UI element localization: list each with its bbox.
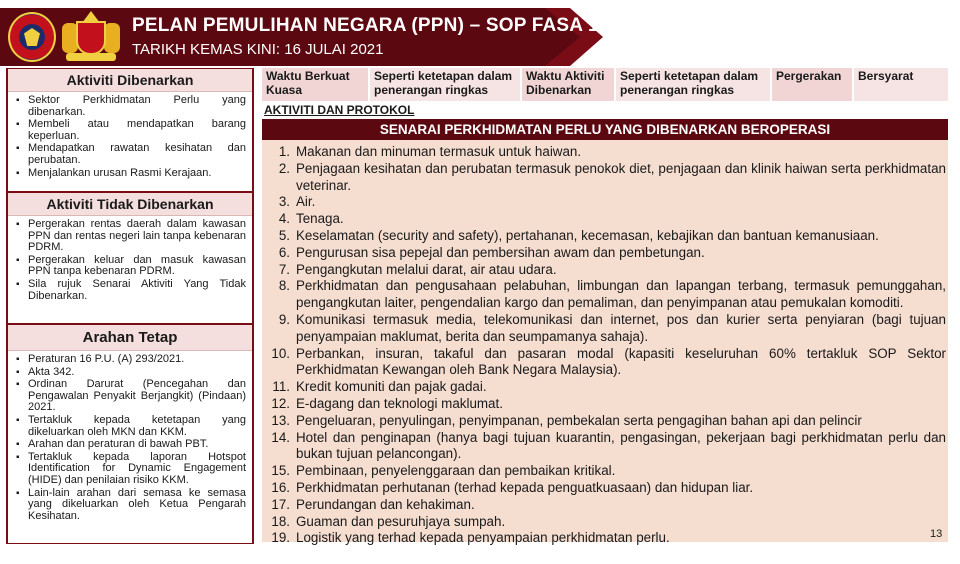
allowed-activities-heading: Aktiviti Dibenarkan [8, 69, 252, 92]
list-item-number: 12. [271, 395, 290, 411]
list-item-number: 19. [271, 530, 290, 546]
list-item-text: Air. [296, 194, 316, 210]
list-item-text: Pengurusan sisa pepejal dan pembersihan awam dan pembetungan. [296, 244, 705, 260]
list-item [268, 245, 948, 262]
not-allowed-activities-list [8, 216, 252, 305]
list-item: ▪ Pergerakan keluar dan masuk kawasan PPN tanpa kebenaran PDRM. [16, 255, 246, 278]
agency-logo [8, 12, 56, 62]
services-list [262, 140, 948, 547]
list-item [268, 379, 948, 396]
list-item-number: 3. [278, 194, 290, 210]
info-cell-value: Seperti ketetapan dalam penerangan ringkas [616, 68, 772, 101]
list-item-number: 8. [278, 278, 290, 294]
list-item-number: 1. [278, 144, 290, 159]
list-item: ▪ Sektor Perkhidmatan Perlu yang dibenarkan. [16, 95, 246, 118]
list-item-text: E-dagang dan teknologi maklumat. [296, 395, 503, 411]
list-item-number: 18. [271, 513, 290, 529]
standing-orders-list [8, 351, 252, 525]
page-title: PELAN PEMULIHAN NEGARA (PPN) – SOP FASA 1 [132, 15, 599, 36]
list-item-number: 16. [271, 479, 290, 495]
list-item-text: Pengangkutan melalui darat, air atau udara. [296, 261, 557, 277]
list-item-number: 9. [278, 311, 290, 327]
coat-of-arms-logo [60, 11, 122, 63]
list-item-text: Perkhidmatan dan pengusahaan pelabuhan, limbungan dan lapangan terbang, termasuk pemunggahan, pengangkutan laiter, pengendalian kargo dan pemaliman, dan penyimpanan atau pemukalan komoditi. [296, 278, 946, 311]
list-item: ▪ Lain-lain arahan dari semasa ke semasa yang dikeluarkan oleh Ketua Pengarah Kesihatan. [16, 488, 246, 523]
list-item [268, 144, 948, 161]
agency-logo-emblem [24, 28, 40, 46]
list-item: ▪ Akta 342. [16, 367, 246, 379]
list-item [268, 463, 948, 480]
list-item: ▪ Tertakluk kepada ketetapan yang dikeluarkan oleh MKN dan KKM. [16, 415, 246, 438]
list-item [268, 430, 948, 464]
not-allowed-activities-box [6, 192, 254, 324]
list-item-text: Makanan dan minuman termasuk untuk haiwan. [296, 144, 582, 159]
header [0, 8, 960, 66]
list-item [268, 278, 948, 312]
list-item: ▪ Pergerakan rentas daerah dalam kawasan PPN dan rentas negeri lain tanpa kebenaran PDRM. [16, 219, 246, 254]
coat-of-arms-crest [82, 11, 100, 23]
services-heading: SENARAI PERKHIDMATAN PERLU YANG DIBENARKAN BEROPERASI [262, 119, 948, 140]
info-strip [262, 68, 948, 101]
list-item-text: Komunikasi termasuk media, telekomunikasi dan internet, pos dan kurier serta penyiaran (bagi tujuan penyampaian maklumat, berita dan seumpamanya sahaja). [296, 311, 946, 344]
section-label: AKTIVITI DAN PROTOKOL [264, 103, 415, 117]
list-item: ▪ Arahan dan peraturan di bawah PBT. [16, 439, 246, 451]
info-cell-key: Waktu Berkuat Kuasa [262, 68, 370, 101]
info-cell-value: Bersyarat [854, 68, 948, 101]
not-allowed-activities-heading: Aktiviti Tidak Dibenarkan [8, 193, 252, 216]
list-item [268, 530, 948, 547]
list-item: ▪ Tertakluk kepada laporan Hotspot Identification for Dynamic Engagement (HIDE) dan penilaian risiko KKM. [16, 452, 246, 487]
list-item: ▪ Sila rujuk Senarai Aktiviti Yang Tidak Dibenarkan. [16, 279, 246, 302]
list-item-text: Tenaga. [296, 211, 344, 227]
allowed-activities-box [6, 68, 254, 192]
left-column [6, 68, 254, 544]
services-panel [262, 140, 948, 546]
list-item-number: 4. [278, 211, 290, 227]
list-item [268, 480, 948, 497]
list-item-text: Keselamatan (security and safety), pertahanan, kecemasan, kebajikan dan bantuan kemanusiaan. [296, 227, 879, 243]
standing-orders-box [6, 324, 254, 544]
list-item [268, 514, 948, 531]
list-item-text: Pembinaan, penyelenggaraan dan pembaikan kritikal. [296, 463, 616, 479]
list-item-number: 6. [278, 244, 290, 260]
standing-orders-heading: Arahan Tetap [8, 325, 252, 351]
coat-of-arms-shield [76, 21, 106, 55]
list-item: ▪ Mendapatkan rawatan kesihatan dan perubatan. [16, 143, 246, 166]
list-item-number: 15. [271, 463, 290, 479]
list-item [268, 211, 948, 228]
list-item-text: Perkhidmatan perhutanan (terhad kepada penguatkuasaan) dan hidupan liar. [296, 479, 754, 495]
list-item-text: Guaman dan pesuruhjaya sumpah. [296, 513, 506, 529]
update-date: TARIKH KEMAS KINI: 16 JULAI 2021 [132, 41, 384, 58]
list-item-text: Pengeluaran, penyulingan, penyimpanan, pembekalan serta pengagihan bahan api dan pelincir [296, 412, 862, 428]
list-item [268, 312, 948, 346]
info-cell-key: Waktu Aktiviti Dibenarkan [522, 68, 616, 101]
list-item-number: 11. [272, 379, 290, 395]
coat-of-arms-tiger-right [104, 23, 120, 53]
list-item: ▪ Menjalankan urusan Rasmi Kerajaan. [16, 168, 246, 180]
allowed-activities-list [8, 92, 252, 182]
list-item-text: Kredit komuniti dan pajak gadai. [296, 379, 487, 395]
list-item-text: Perundangan dan kehakiman. [296, 496, 475, 512]
list-item-number: 2. [278, 160, 290, 176]
list-item [268, 262, 948, 279]
list-item-text: Penjagaan kesihatan dan perubatan termasuk penokok diet, penjagaan dan klinik haiwan serta perkhidmatan veterinar. [296, 160, 946, 193]
list-item [268, 228, 948, 245]
info-cell-value: Seperti ketetapan dalam penerangan ringkas [370, 68, 522, 101]
list-item-number: 5. [278, 227, 290, 243]
list-item [268, 346, 948, 380]
coat-of-arms-ribbon [66, 53, 116, 61]
list-item [268, 396, 948, 413]
list-item-text: Perbankan, insuran, takaful dan pasaran modal (kapasiti keseluruhan 60% tertakluk SOP Sektor Perkhidmatan Kewangan oleh Bank Negara Malaysia). [296, 345, 946, 378]
list-item-number: 17. [271, 496, 290, 512]
list-item [268, 161, 948, 195]
list-item-number: 10. [271, 345, 290, 361]
list-item-text: Logistik yang terhad kepada penyampaian perkhidmatan perlu. [296, 530, 670, 546]
list-item: ▪ Peraturan 16 P.U. (A) 293/2021. [16, 354, 246, 366]
list-item [268, 194, 948, 211]
list-item [268, 497, 948, 514]
list-item: ▪ Ordinan Darurat (Pencegahan dan Pengawalan Penyakit Berjangkit) (Pindaan) 2021. [16, 379, 246, 414]
list-item-text: Hotel dan penginapan (hanya bagi tujuan kuarantin, pengasingan, pekerjaan bagi perkhidmatan perlu dan bukan tujuan pelancongan). [296, 429, 946, 462]
list-item-number: 13. [271, 412, 290, 428]
page-number: 13 [930, 528, 943, 540]
list-item: ▪ Membeli atau mendapatkan barang keperluan. [16, 119, 246, 142]
list-item [268, 413, 948, 430]
list-item-number: 14. [271, 429, 290, 445]
list-item-number: 7. [278, 261, 290, 277]
info-cell-key: Pergerakan [772, 68, 854, 101]
